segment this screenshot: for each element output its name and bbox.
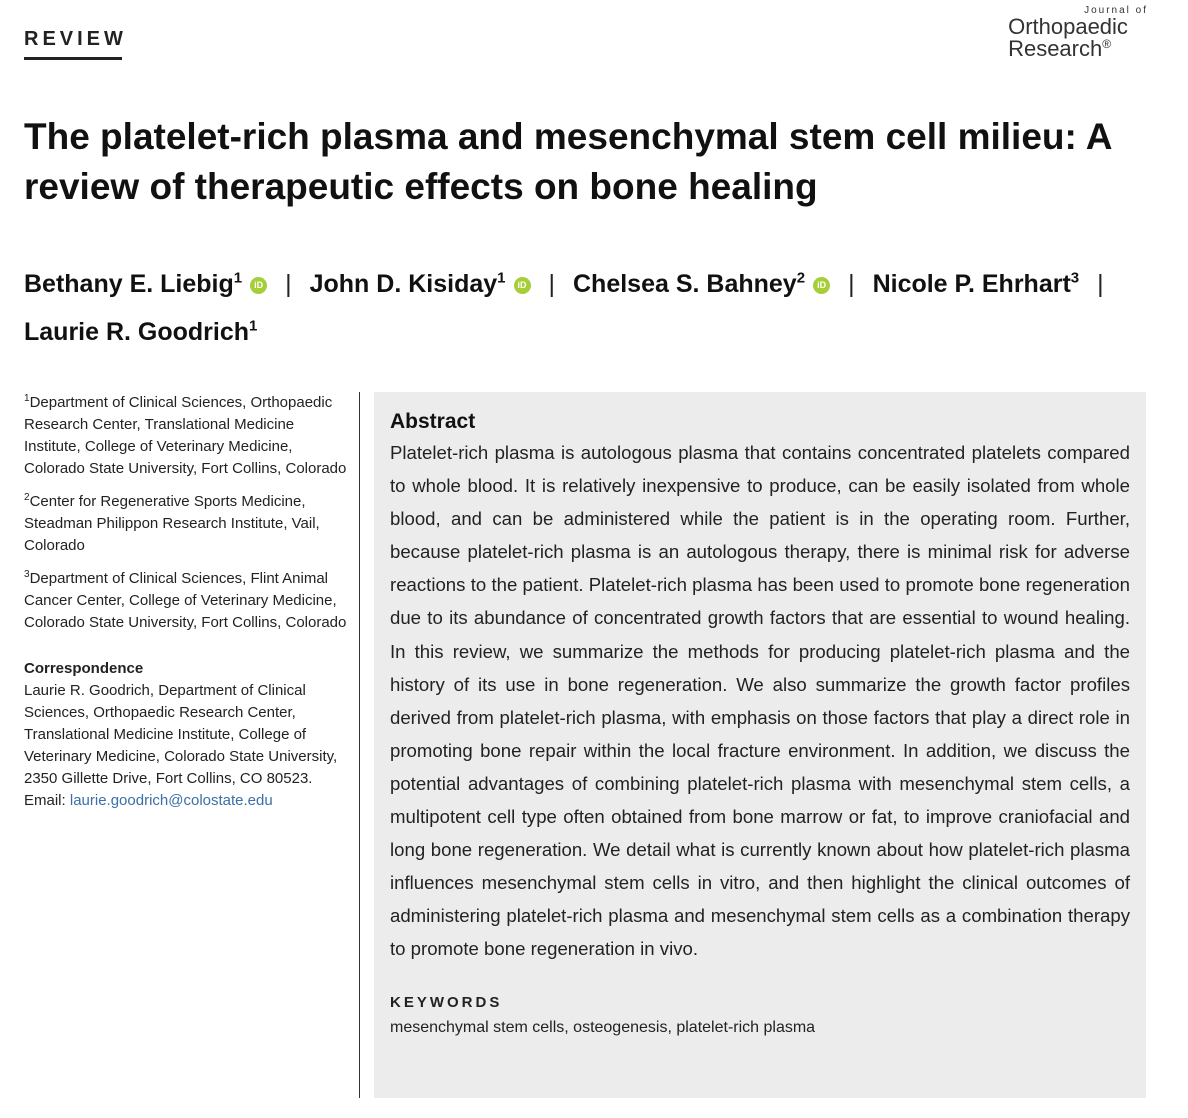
journal-logo-line3: Research	[1008, 36, 1103, 61]
column-divider	[359, 392, 360, 1098]
author-affil-mark: 1	[233, 270, 243, 287]
abstract-heading: Abstract	[390, 410, 476, 433]
affiliations-column	[24, 388, 352, 812]
email-label: Email:	[24, 792, 66, 809]
affiliation-number: 2	[24, 492, 30, 503]
author-separator: |	[1097, 270, 1104, 299]
affiliation-2	[24, 487, 352, 557]
author-list	[24, 258, 1164, 353]
author-name: John D. Kisiday	[309, 270, 498, 299]
author-1	[24, 270, 267, 298]
keywords-text: mesenchymal stem cells, osteogenesis, platelet-rich plasma	[390, 1018, 816, 1036]
author-name: Laurie R. Goodrich	[24, 317, 250, 346]
journal-logo-line1: Journal of	[1084, 5, 1148, 16]
affiliation-number: 3	[24, 569, 30, 580]
orcid-icon[interactable]: iD	[250, 277, 267, 294]
author-name: Nicole P. Ehrhart	[872, 270, 1071, 299]
author-4	[873, 270, 1080, 298]
affiliation-text: Department of Clinical Sciences, Flint Animal Cancer Center, College of Veterinary Medicine, Colorado State University, Fort Collins, Colorado	[24, 570, 347, 631]
abstract-box	[374, 392, 1146, 1098]
author-affil-mark: 1	[249, 317, 258, 335]
correspondence-email	[24, 790, 352, 812]
orcid-icon[interactable]: iD	[813, 277, 830, 294]
section-label-underline	[24, 57, 122, 60]
author-separator: |	[285, 270, 292, 299]
author-name: Bethany E. Liebig	[24, 270, 234, 299]
orcid-icon[interactable]: iD	[514, 277, 531, 294]
author-separator: |	[548, 270, 555, 299]
keywords-heading: KEYWORDS	[390, 993, 503, 1011]
author-name: Chelsea S. Bahney	[573, 270, 797, 299]
affiliation-1	[24, 388, 352, 480]
journal-logo-line2: Orthopaedic	[1008, 14, 1128, 39]
affiliation-3	[24, 564, 352, 634]
article-title: The platelet-rich plasma and mesenchymal stem cell milieu: A review of therapeutic effects on bone healing	[24, 116, 1112, 207]
author-separator: |	[848, 270, 855, 299]
author-affil-mark: 3	[1070, 270, 1080, 287]
affiliation-text: Center for Regenerative Sports Medicine, Steadman Philippon Research Institute, Vail, Colorado	[24, 493, 320, 554]
correspondence-text: Laurie R. Goodrich, Department of Clinical Sciences, Orthopaedic Research Center, Translational Medicine Institute, College of Veterinary Medicine, Colorado State University, 2350 Gillette Drive, Fort Collins, CO 80523.	[24, 682, 338, 787]
abstract-text: Platelet-rich plasma is autologous plasma that contains concentrated platelets compared to whole blood. It is relatively inexpensive to produce, can be easily isolated from whole blood, and can be administered while the patient is in the operating room. Further, because platelet-rich plasma is an autologous therapy, there is minimal risk for adverse reactions to the patient. Platelet-rich plasma has been used to promote bone regeneration due to its abundance of concentrated growth factors that are essential to wound healing. In this review, we summarize the methods for producing platelet-rich plasma and the history of its use in bone regeneration. We also summarize the growth factor profiles derived from platelet-rich plasma, with emphasis on those factors that play a direct role in promoting bone repair within the local fracture environment. In addition, we discuss the potential advantages of combining platelet-rich plasma with mesenchymal stem cells, a multipotent cell type often obtained from bone marrow or fat, to improve craniofacial and long bone regeneration. We detail what is currently known about how platelet-rich plasma influences mesenchymal stem cells in vitro, and then highlight the clinical outcomes of administering platelet-rich plasma and mesenchymal stem cells as a combination therapy to promote bone regeneration in vivo.	[390, 442, 1130, 960]
registered-mark: ®	[1102, 37, 1112, 51]
author-2	[310, 270, 531, 298]
author-3	[573, 270, 830, 298]
section-label: REVIEW	[24, 28, 127, 50]
author-affil-mark: 1	[497, 270, 506, 287]
author-5	[24, 318, 257, 346]
affiliation-number: 1	[24, 393, 30, 404]
email-link[interactable]: laurie.goodrich@colostate.edu	[69, 792, 273, 809]
correspondence-heading: Correspondence	[24, 660, 144, 677]
affiliation-text: Department of Clinical Sciences, Orthopaedic Research Center, Translational Medicine Institute, College of Veterinary Medicine, Colorado State University, Fort Collins, Colorado	[24, 394, 347, 477]
journal-logo	[1008, 6, 1148, 60]
author-affil-mark: 2	[796, 270, 806, 287]
